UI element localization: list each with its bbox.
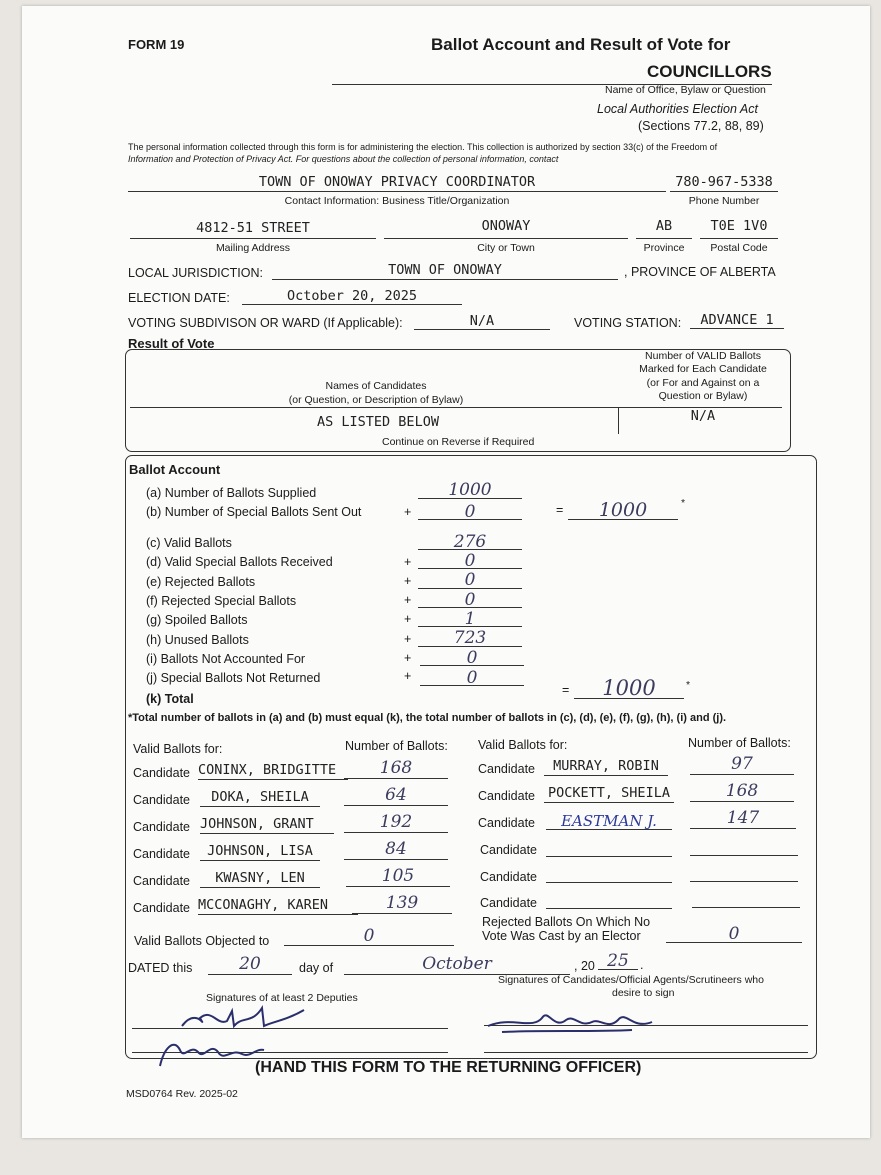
candidate-right-name-1: MURRAY, ROBIN [553,758,659,774]
ward-line [414,329,550,330]
candidate-left-name-line-2 [200,806,320,807]
row-value-a: 1000 [448,480,492,500]
candidate-label: Candidate [133,766,190,780]
office-value: COUNCILLORS [647,62,772,81]
row-line-i [420,665,524,666]
candidate-label: Candidate [480,870,537,884]
continue-note: Continue on Reverse if Required [382,436,535,448]
row-line-d [418,568,522,569]
phone-value: 780-967-5338 [675,174,773,190]
phone-caption: Phone Number [688,195,760,207]
candidate-label: Candidate [478,816,535,830]
candidate-right-name-line-4 [546,856,672,857]
row-line-b [418,519,522,520]
candidate-right-count-3: 147 [726,808,760,828]
candidate-left-count-line-2 [344,805,448,806]
candidate-right-name-line-5 [546,882,672,883]
row-op-j: + [404,669,412,683]
names-header-1: Names of Candidates [325,380,427,392]
privacy-line-2: Information and Protection of Privacy Act. For questions about the collection of personal information, contact [128,154,559,164]
candidate-right-name-3: EASTMAN J. [561,812,657,830]
row-value-e: 0 [464,570,476,590]
result-heading: Result of Vote [128,336,215,351]
sum1-line [568,519,678,520]
jurisdiction-line [272,279,618,280]
ward-label: VOTING SUBDIVISON OR WARD (If Applicable): [128,316,403,330]
year-suffix: 25 [607,951,629,971]
row-op-i: + [404,651,412,665]
candidate-left-name-3: JOHNSON, GRANT [200,816,314,832]
province-value: AB [655,218,673,234]
candidate-label: Candidate [133,793,190,807]
candidate-left-count-2: 64 [385,785,407,805]
sum2-equals: = [562,683,570,697]
day-of-label: day of [299,961,334,975]
candidate-right-count-line-5 [690,881,798,882]
row-op-g: + [404,612,412,626]
agents-label-1: Signatures of Candidates/Official Agents/Scrutineers who [498,974,764,986]
dated-day: 20 [239,954,261,974]
row-label-b: (b) Number of Special Ballots Sent Out [146,505,362,519]
jurisdiction-label: LOCAL JURISDICTION: [128,266,263,280]
valid-header-3: (or For and Against on a [646,377,760,389]
form-page [22,6,870,1138]
valid-header-4: Question or Bylaw) [658,390,748,402]
contact-title-line [128,191,666,192]
candidate-left-count-6: 139 [385,893,419,913]
row-op-e: + [404,574,412,588]
candidate-left-name-line-3 [200,833,334,834]
row-label-c: (c) Valid Ballots [146,536,232,550]
form-title: Ballot Account and Result of Vote for [431,35,731,54]
sum2-star: * [686,679,691,691]
election-date-value: October 20, 2025 [286,288,418,304]
office-caption: Name of Office, Bylaw or Question [605,84,766,96]
station-line [690,328,784,329]
candidate-right-count-1: 97 [731,754,753,774]
jurisdiction-suffix: , PROVINCE OF ALBERTA [624,265,776,279]
candidate-left-name-4: JOHNSON, LISA [207,843,313,859]
row-line-f [418,607,522,608]
row-value-c: 276 [453,532,487,552]
candidate-left-count-line-3 [344,832,448,833]
act-sections: (Sections 77.2, 88, 89) [638,119,764,133]
number-label-right: Number of Ballots: [688,736,791,750]
ward-value: N/A [469,313,495,329]
city-value: ONOWAY [481,218,531,234]
candidate-right-name-line-1 [544,775,668,776]
row-value-i: 0 [466,648,478,668]
candidate-left-count-line-5 [346,886,450,887]
candidate-right-name-line-3 [546,829,672,830]
names-value: AS LISTED BELOW [317,414,439,430]
candidate-left-name-1: CONINX, BRIDGITTE [198,762,337,778]
rejected-value: 0 [728,924,740,944]
candidate-label: Candidate [478,762,535,776]
candidate-left-name-6: MCCONAGHY, KAREN [198,897,329,913]
candidate-right-count-line-2 [690,801,794,802]
rejected-label-1: Rejected Ballots On Which No [482,915,651,929]
row-label-e: (e) Rejected Ballots [146,575,256,589]
city-caption: City or Town [477,242,535,254]
candidate-label: Candidate [133,874,190,888]
row-line-e [418,588,522,589]
result-divider [618,408,619,434]
objected-line [284,945,454,946]
candidate-left-count-line-1 [344,778,448,779]
agent-signature-line-2 [484,1052,808,1053]
valid-for-label-left: Valid Ballots for: [133,742,223,756]
sum2-value: 1000 [602,676,656,700]
objected-value: 0 [363,926,375,946]
province-caption: Province [643,242,685,254]
address-line [130,238,376,239]
deputy-signature-2 [152,1030,272,1070]
dated-day-line [208,974,292,975]
year-prefix: , 20 [574,959,595,973]
address-value: 4812-51 STREET [196,220,310,236]
row-value-g: 1 [464,609,476,629]
row-label-k: (k) Total [146,692,194,706]
station-value: ADVANCE 1 [700,312,774,328]
province-line [636,238,692,239]
candidate-right-count-2: 168 [725,781,759,801]
dated-month: October [422,954,492,974]
valid-header-1: Number of VALID Ballots [645,350,761,362]
candidate-label: Candidate [480,896,537,910]
candidate-right-count-line-6 [692,907,800,908]
candidate-left-name-line-1 [198,779,348,780]
valid-for-label-right: Valid Ballots for: [478,738,568,752]
candidate-right-name-2: POCKETT, SHEILA [548,785,670,801]
candidate-label: Candidate [133,847,190,861]
form-code: MSD0764 Rev. 2025-02 [126,1088,238,1100]
row-label-g: (g) Spoiled Ballots [146,613,248,627]
candidate-left-count-line-6 [352,913,452,914]
agents-label-2: desire to sign [612,987,675,999]
row-line-j [420,685,524,686]
candidate-left-count-4: 84 [385,839,407,859]
candidate-right-count-line-3 [690,828,796,829]
candidate-left-name-2: DOKA, SHEILA [211,789,309,805]
row-op-h: + [404,632,412,646]
candidate-left-count-1: 168 [379,758,413,778]
year-period: . [640,958,644,972]
row-line-c [418,549,522,550]
ballot-account-heading: Ballot Account [129,462,221,477]
sum1-value: 1000 [598,499,648,521]
phone-line [670,191,778,192]
candidate-label: Candidate [133,901,190,915]
postal-line [700,238,778,239]
year-line [598,969,638,970]
election-date-line [242,304,462,305]
row-value-h: 723 [453,628,487,648]
deputies-label: Signatures of at least 2 Deputies [206,992,358,1004]
objected-label: Valid Ballots Objected to [134,934,270,948]
row-line-g [418,626,522,627]
form-number: FORM 19 [128,37,185,52]
rejected-line [666,942,802,943]
contact-title-caption: Contact Information: Business Title/Organization [284,195,510,207]
jurisdiction-value: TOWN OF ONOWAY [388,262,502,278]
row-line-a [418,498,522,499]
sum2-line [574,698,684,699]
candidate-left-name-5: KWASNY, LEN [215,870,305,886]
candidate-left-count-3: 192 [379,812,413,832]
row-label-f: (f) Rejected Special Ballots [146,594,297,608]
row-line-h [418,646,522,647]
candidate-right-count-line-1 [690,774,794,775]
candidate-label: Candidate [478,789,535,803]
hand-in-instruction: (HAND THIS FORM TO THE RETURNING OFFICER) [255,1059,642,1076]
row-value-b: 0 [464,502,476,522]
candidate-label: Candidate [480,843,537,857]
row-value-j: 0 [466,668,478,688]
row-op-d: + [404,555,412,569]
election-date-label: ELECTION DATE: [128,291,230,305]
row-value-f: 0 [464,590,476,610]
row-op-b: + [404,505,412,519]
valid-header-2: Marked for Each Candidate [639,363,767,375]
candidate-right-count-line-4 [690,855,798,856]
row-value-d: 0 [464,551,476,571]
valid-value: N/A [690,408,716,424]
sum1-equals: = [556,503,564,517]
postal-caption: Postal Code [710,242,768,254]
address-caption: Mailing Address [215,242,291,254]
contact-title-value: TOWN OF ONOWAY PRIVACY COORDINATOR [258,174,536,190]
row-label-d: (d) Valid Special Ballots Received [146,555,333,569]
candidate-left-name-line-6 [198,914,358,915]
candidate-left-count-5: 105 [381,866,415,886]
agent-signature [482,1000,662,1040]
row-label-j: (j) Special Ballots Not Returned [146,671,321,685]
row-label-i: (i) Ballots Not Accounted For [146,652,306,666]
total-note: *Total number of ballots in (a) and (b) must equal (k), the total number of ballots in (c), (d), (e), (f), (g), (h), (i) and (j). [128,712,727,724]
rejected-label-2: Vote Was Cast by an Elector [482,929,641,943]
number-label-left: Number of Ballots: [345,739,448,753]
candidate-left-name-line-5 [200,887,320,888]
station-label: VOTING STATION: [574,316,682,330]
candidate-left-name-line-4 [200,860,320,861]
city-line [384,238,628,239]
row-op-f: + [404,593,412,607]
candidate-right-name-line-2 [544,802,674,803]
dated-label: DATED this [128,961,193,975]
candidate-right-name-line-6 [546,908,672,909]
row-label-h: (h) Unused Ballots [146,633,249,647]
postal-value: T0E 1V0 [710,218,768,234]
row-label-a: (a) Number of Ballots Supplied [146,486,317,500]
privacy-line-1: The personal information collected through this form is for administering the election. This collection is authorized by section 33(c) of the Freedom of [128,142,718,152]
act-name: Local Authorities Election Act [597,102,758,116]
candidate-left-count-line-4 [344,859,448,860]
candidate-label: Candidate [133,820,190,834]
names-header-2: (or Question, or Description of Bylaw) [288,394,464,406]
sum1-star: * [681,497,686,509]
